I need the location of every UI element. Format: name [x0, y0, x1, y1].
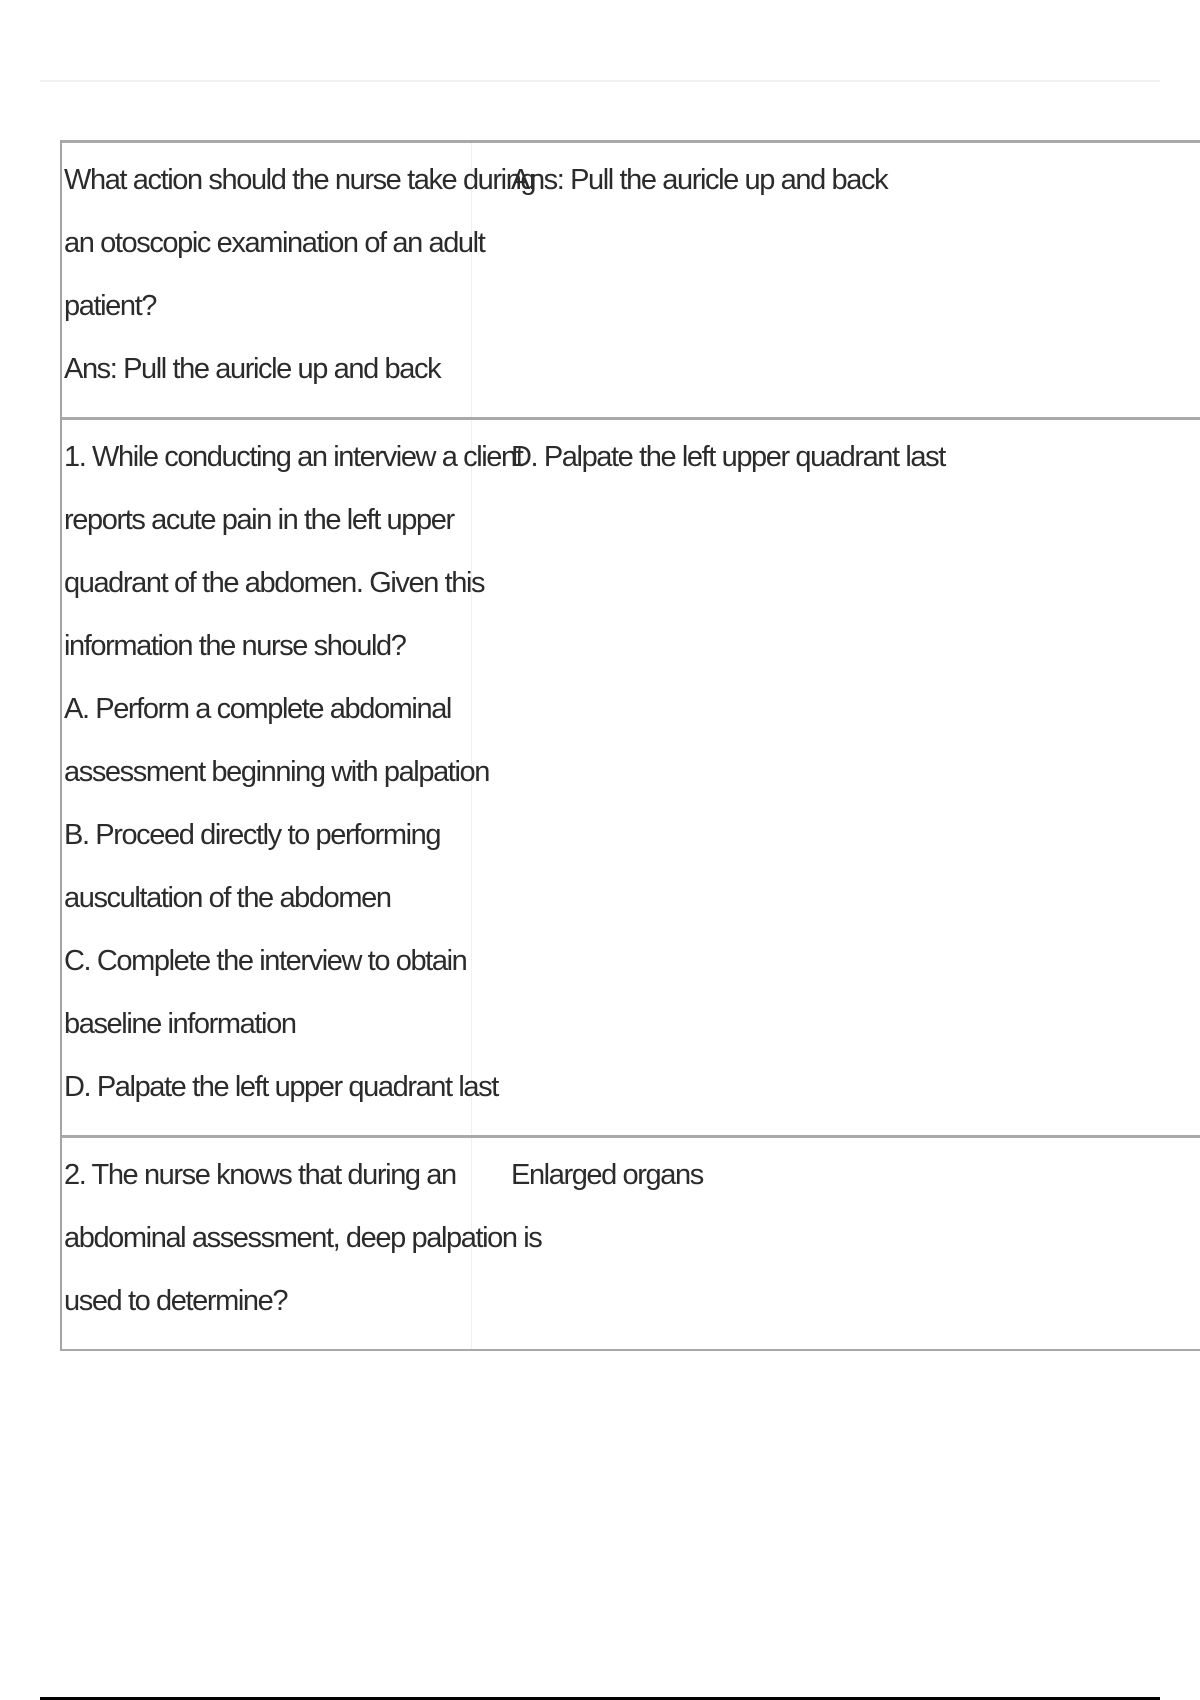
definition-text: Ans: Pull the auricle up and back — [511, 164, 888, 196]
answer-option: assessment beginning with palpation — [64, 756, 489, 788]
term-text: Ans: Pull the auricle up and back — [64, 353, 441, 385]
term-text: abdominal assessment, deep palpation is — [64, 1222, 542, 1254]
flashcard-row — [62, 1135, 1200, 1351]
answer-option: auscultation of the abdomen — [64, 882, 391, 914]
term-text: quadrant of the abdomen. Given this — [64, 567, 485, 599]
answer-option: A. Perform a complete abdominal — [64, 693, 451, 725]
term-text: patient? — [64, 290, 156, 322]
term-text: used to determine? — [64, 1285, 288, 1317]
term-text: reports acute pain in the left upper — [64, 504, 454, 536]
definition-text: Enlarged organs — [511, 1159, 703, 1191]
flashcard-table — [60, 140, 1200, 1351]
answer-option: C. Complete the interview to obtain — [64, 945, 467, 977]
term-cell — [62, 420, 523, 1135]
flashcard-row — [62, 140, 1200, 417]
top-divider — [40, 80, 1160, 82]
term-text: an otoscopic examination of an adult — [64, 227, 485, 259]
term-text: What action should the nurse take during — [64, 164, 536, 196]
definition-cell — [472, 420, 1200, 1135]
term-text: information the nurse should? — [64, 630, 406, 662]
term-text: 2. The nurse knows that during an — [64, 1159, 456, 1191]
definition-cell — [472, 143, 1200, 417]
term-text: 1. While conducting an interview a client — [64, 441, 523, 473]
term-cell — [62, 1138, 542, 1349]
flashcard-row — [62, 417, 1200, 1135]
definition-text: D. Palpate the left upper quadrant last — [511, 441, 945, 473]
definition-cell — [472, 1138, 1200, 1349]
term-cell — [62, 143, 536, 417]
answer-option: baseline information — [64, 1008, 296, 1040]
answer-option: D. Palpate the left upper quadrant last — [64, 1071, 498, 1103]
answer-option: B. Proceed directly to performing — [64, 819, 441, 851]
